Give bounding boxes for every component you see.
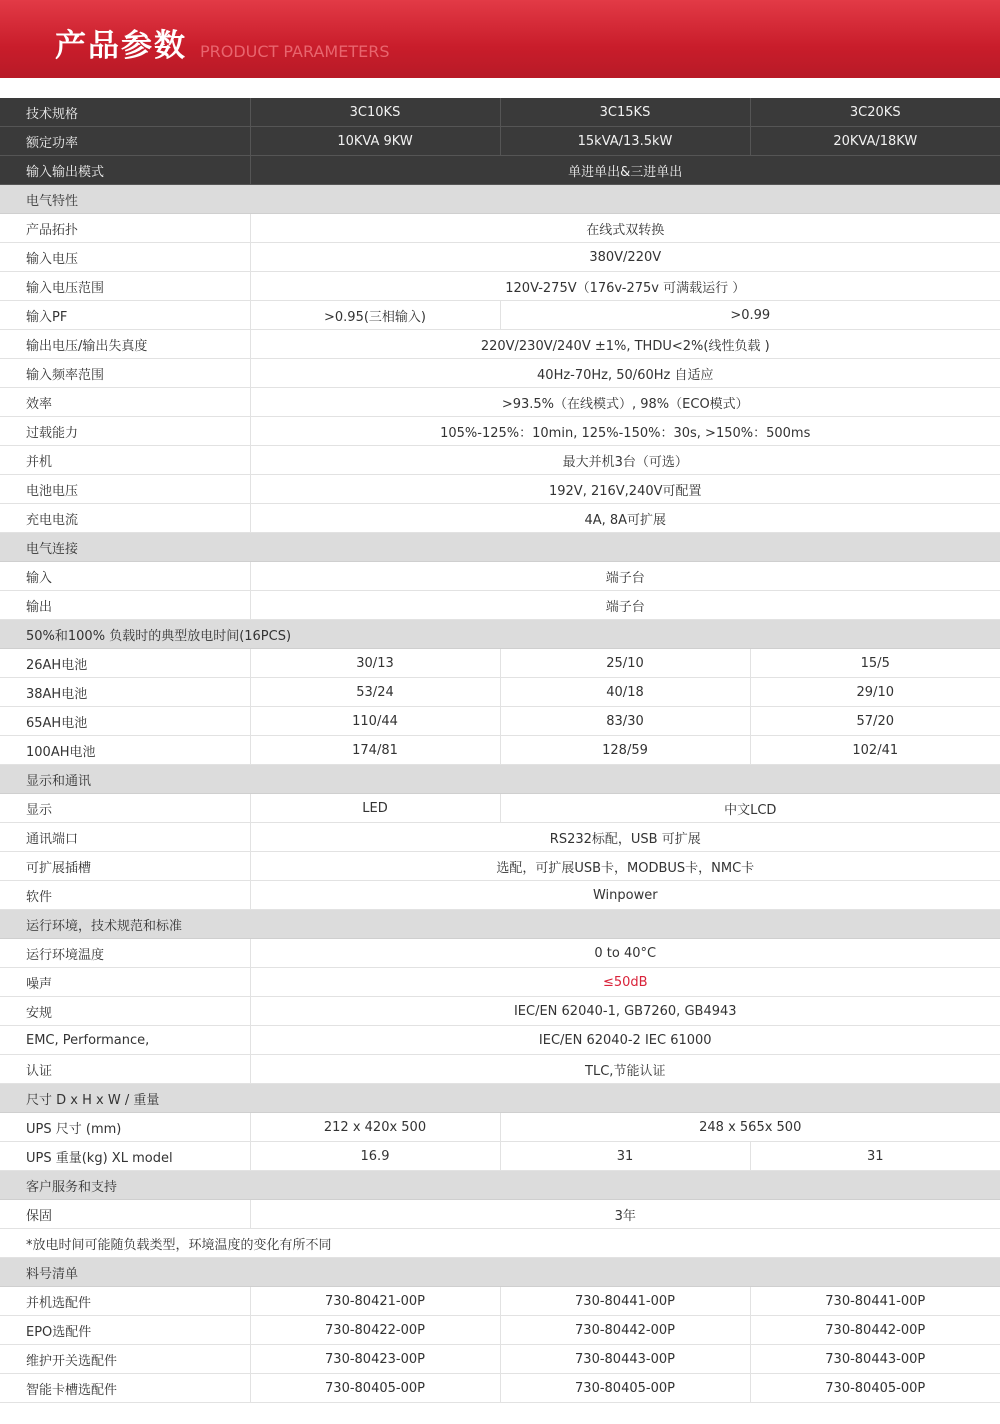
spec-table-body: [0, 98, 1000, 1403]
row-label: 输出电压/输出失真度: [0, 330, 250, 359]
row-value: IEC/EN 62040-2 IEC 61000: [250, 1026, 1000, 1055]
page-subtitle: PRODUCT PARAMETERS: [200, 42, 390, 61]
row-value: 在线式双转换: [250, 214, 1000, 243]
section-header: [0, 1258, 1000, 1287]
table-row: [0, 1374, 1000, 1403]
spec-table: [0, 98, 1000, 1403]
row-value: 57/20: [750, 707, 1000, 736]
row-label: 效率: [0, 388, 250, 417]
section-title: 运行环境，技术规范和标准: [0, 910, 1000, 939]
table-row: [0, 1142, 1000, 1171]
row-value: 20KVA/18KW: [750, 127, 1000, 156]
row-value: TLC,节能认证: [250, 1055, 1000, 1084]
row-label: 并机: [0, 446, 250, 475]
row-label: 产品拓扑: [0, 214, 250, 243]
row-value: 730-80441-00P: [750, 1287, 1000, 1316]
row-value: 730-80443-00P: [500, 1345, 750, 1374]
table-row: [0, 562, 1000, 591]
table-row: [0, 707, 1000, 736]
row-value: 730-80441-00P: [500, 1287, 750, 1316]
row-label: 额定功率: [0, 127, 250, 156]
footnote-row: [0, 1229, 1000, 1258]
table-row: [0, 591, 1000, 620]
section-header: [0, 185, 1000, 214]
row-value: 端子台: [250, 591, 1000, 620]
row-label: 输入输出模式: [0, 156, 250, 185]
table-row: [0, 127, 1000, 156]
row-value: 40Hz-70Hz, 50/60Hz 自适应: [250, 359, 1000, 388]
row-value: RS232标配，USB 可扩展: [250, 823, 1000, 852]
table-row: [0, 852, 1000, 881]
row-value: 29/10: [750, 678, 1000, 707]
section-title: 电气特性: [0, 185, 1000, 214]
table-row: [0, 214, 1000, 243]
row-label: 输入PF: [0, 301, 250, 330]
section-title: 尺寸 D x H x W / 重量: [0, 1084, 1000, 1113]
row-label: 电池电压: [0, 475, 250, 504]
row-label: 通讯端口: [0, 823, 250, 852]
table-row: [0, 330, 1000, 359]
row-label: 可扩展插槽: [0, 852, 250, 881]
table-row: [0, 98, 1000, 127]
row-value: 0 to 40°C: [250, 939, 1000, 968]
table-row: [0, 794, 1000, 823]
row-value: 25/10: [500, 649, 750, 678]
table-row: [0, 678, 1000, 707]
row-label: 输入电压范围: [0, 272, 250, 301]
row-value: 730-80443-00P: [750, 1345, 1000, 1374]
table-row: [0, 1316, 1000, 1345]
row-value: 10KVA 9KW: [250, 127, 500, 156]
row-value: IEC/EN 62040-1, GB7260, GB4943: [250, 997, 1000, 1026]
table-row: [0, 243, 1000, 272]
row-value: >93.5%（在线模式）, 98%（ECO模式）: [250, 388, 1000, 417]
row-value: 248 x 565x 500: [500, 1113, 1000, 1142]
row-label: 过载能力: [0, 417, 250, 446]
row-label: 100AH电池: [0, 736, 250, 765]
row-value: 3C15KS: [500, 98, 750, 127]
row-label: 充电电流: [0, 504, 250, 533]
table-row: [0, 504, 1000, 533]
row-label: EPO选配件: [0, 1316, 250, 1345]
table-row: [0, 301, 1000, 330]
table-row: [0, 388, 1000, 417]
section-title: 电气连接: [0, 533, 1000, 562]
row-value: 15/5: [750, 649, 1000, 678]
row-value: 31: [500, 1142, 750, 1171]
header-gap: [0, 78, 1000, 98]
row-value: 端子台: [250, 562, 1000, 591]
row-value: 最大并机3台（可选）: [250, 446, 1000, 475]
section-title: 料号清单: [0, 1258, 1000, 1287]
row-value: 105%-125%：10min, 125%-150%：30s, >150%：500ms: [250, 417, 1000, 446]
row-value: 40/18: [500, 678, 750, 707]
footnote: *放电时间可能随负载类型，环境温度的变化有所不同: [0, 1229, 1000, 1258]
row-label: 65AH电池: [0, 707, 250, 736]
row-value: Winpower: [250, 881, 1000, 910]
row-label: 并机选配件: [0, 1287, 250, 1316]
table-row: [0, 736, 1000, 765]
row-label: UPS 重量(kg) XL model: [0, 1142, 250, 1171]
row-value: 730-80422-00P: [250, 1316, 500, 1345]
row-label: 认证: [0, 1055, 250, 1084]
row-value: 192V, 216V,240V可配置: [250, 475, 1000, 504]
table-row: [0, 359, 1000, 388]
row-value: 单进单出&三进单出: [250, 156, 1000, 185]
table-row: [0, 1287, 1000, 1316]
row-value: 730-80405-00P: [750, 1374, 1000, 1403]
section-header: [0, 620, 1000, 649]
row-label: 输入: [0, 562, 250, 591]
table-row: [0, 1113, 1000, 1142]
table-row: [0, 939, 1000, 968]
row-label: 38AH电池: [0, 678, 250, 707]
row-value: 30/13: [250, 649, 500, 678]
row-value: 53/24: [250, 678, 500, 707]
row-value: 83/30: [500, 707, 750, 736]
table-row: [0, 823, 1000, 852]
section-header: [0, 910, 1000, 939]
row-label: 输入频率范围: [0, 359, 250, 388]
row-value: 3C20KS: [750, 98, 1000, 127]
table-row: [0, 881, 1000, 910]
row-value: 174/81: [250, 736, 500, 765]
table-row: [0, 446, 1000, 475]
row-value: 730-80405-00P: [250, 1374, 500, 1403]
table-row: [0, 649, 1000, 678]
table-row: [0, 272, 1000, 301]
row-value: >0.99: [500, 301, 1000, 330]
header-banner: [0, 0, 1000, 78]
row-label: 输出: [0, 591, 250, 620]
row-label: 技术规格: [0, 98, 250, 127]
row-value: 220V/230V/240V ±1%, THDU<2%(线性负载 ): [250, 330, 1000, 359]
row-label: 维护开关选配件: [0, 1345, 250, 1374]
table-row: [0, 1055, 1000, 1084]
row-value: 31: [750, 1142, 1000, 1171]
row-label: 运行环境温度: [0, 939, 250, 968]
row-label: EMC, Performance,: [0, 1026, 250, 1055]
table-row: [0, 1345, 1000, 1374]
row-label: 安规: [0, 997, 250, 1026]
row-label: 26AH电池: [0, 649, 250, 678]
table-row: [0, 997, 1000, 1026]
row-value: 102/41: [750, 736, 1000, 765]
row-value: 15kVA/13.5kW: [500, 127, 750, 156]
section-header: [0, 1084, 1000, 1113]
table-row: [0, 156, 1000, 185]
row-value: 212 x 420x 500: [250, 1113, 500, 1142]
row-value: 中文LCD: [500, 794, 1000, 823]
section-title: 50%和100% 负载时的典型放电时间(16PCS): [0, 620, 1000, 649]
row-value: ≤50dB: [250, 968, 1000, 997]
row-value: 730-80442-00P: [500, 1316, 750, 1345]
row-value: LED: [250, 794, 500, 823]
row-value: 120V-275V（176v-275v 可满载运行 ）: [250, 272, 1000, 301]
row-label: 保固: [0, 1200, 250, 1229]
row-value: 730-80423-00P: [250, 1345, 500, 1374]
row-value: 4A, 8A可扩展: [250, 504, 1000, 533]
row-value: 730-80421-00P: [250, 1287, 500, 1316]
page-title: 产品参数: [55, 28, 187, 64]
row-label: 输入电压: [0, 243, 250, 272]
row-label: 显示: [0, 794, 250, 823]
row-value: 3年: [250, 1200, 1000, 1229]
section-header: [0, 1171, 1000, 1200]
section-title: 显示和通讯: [0, 765, 1000, 794]
row-value: 3C10KS: [250, 98, 500, 127]
row-label: UPS 尺寸 (mm): [0, 1113, 250, 1142]
table-row: [0, 475, 1000, 504]
row-value: 380V/220V: [250, 243, 1000, 272]
table-row: [0, 417, 1000, 446]
table-row: [0, 968, 1000, 997]
section-header: [0, 765, 1000, 794]
row-label: 软件: [0, 881, 250, 910]
row-label: 智能卡槽选配件: [0, 1374, 250, 1403]
row-value: >0.95(三相输入): [250, 301, 500, 330]
row-value: 730-80442-00P: [750, 1316, 1000, 1345]
row-label: 噪声: [0, 968, 250, 997]
row-value: 16.9: [250, 1142, 500, 1171]
row-value: 110/44: [250, 707, 500, 736]
row-value: 选配，可扩展USB卡，MODBUS卡，NMC卡: [250, 852, 1000, 881]
row-value: 730-80405-00P: [500, 1374, 750, 1403]
table-row: [0, 1026, 1000, 1055]
section-title: 客户服务和支持: [0, 1171, 1000, 1200]
row-value: 128/59: [500, 736, 750, 765]
table-row: [0, 1200, 1000, 1229]
section-header: [0, 533, 1000, 562]
